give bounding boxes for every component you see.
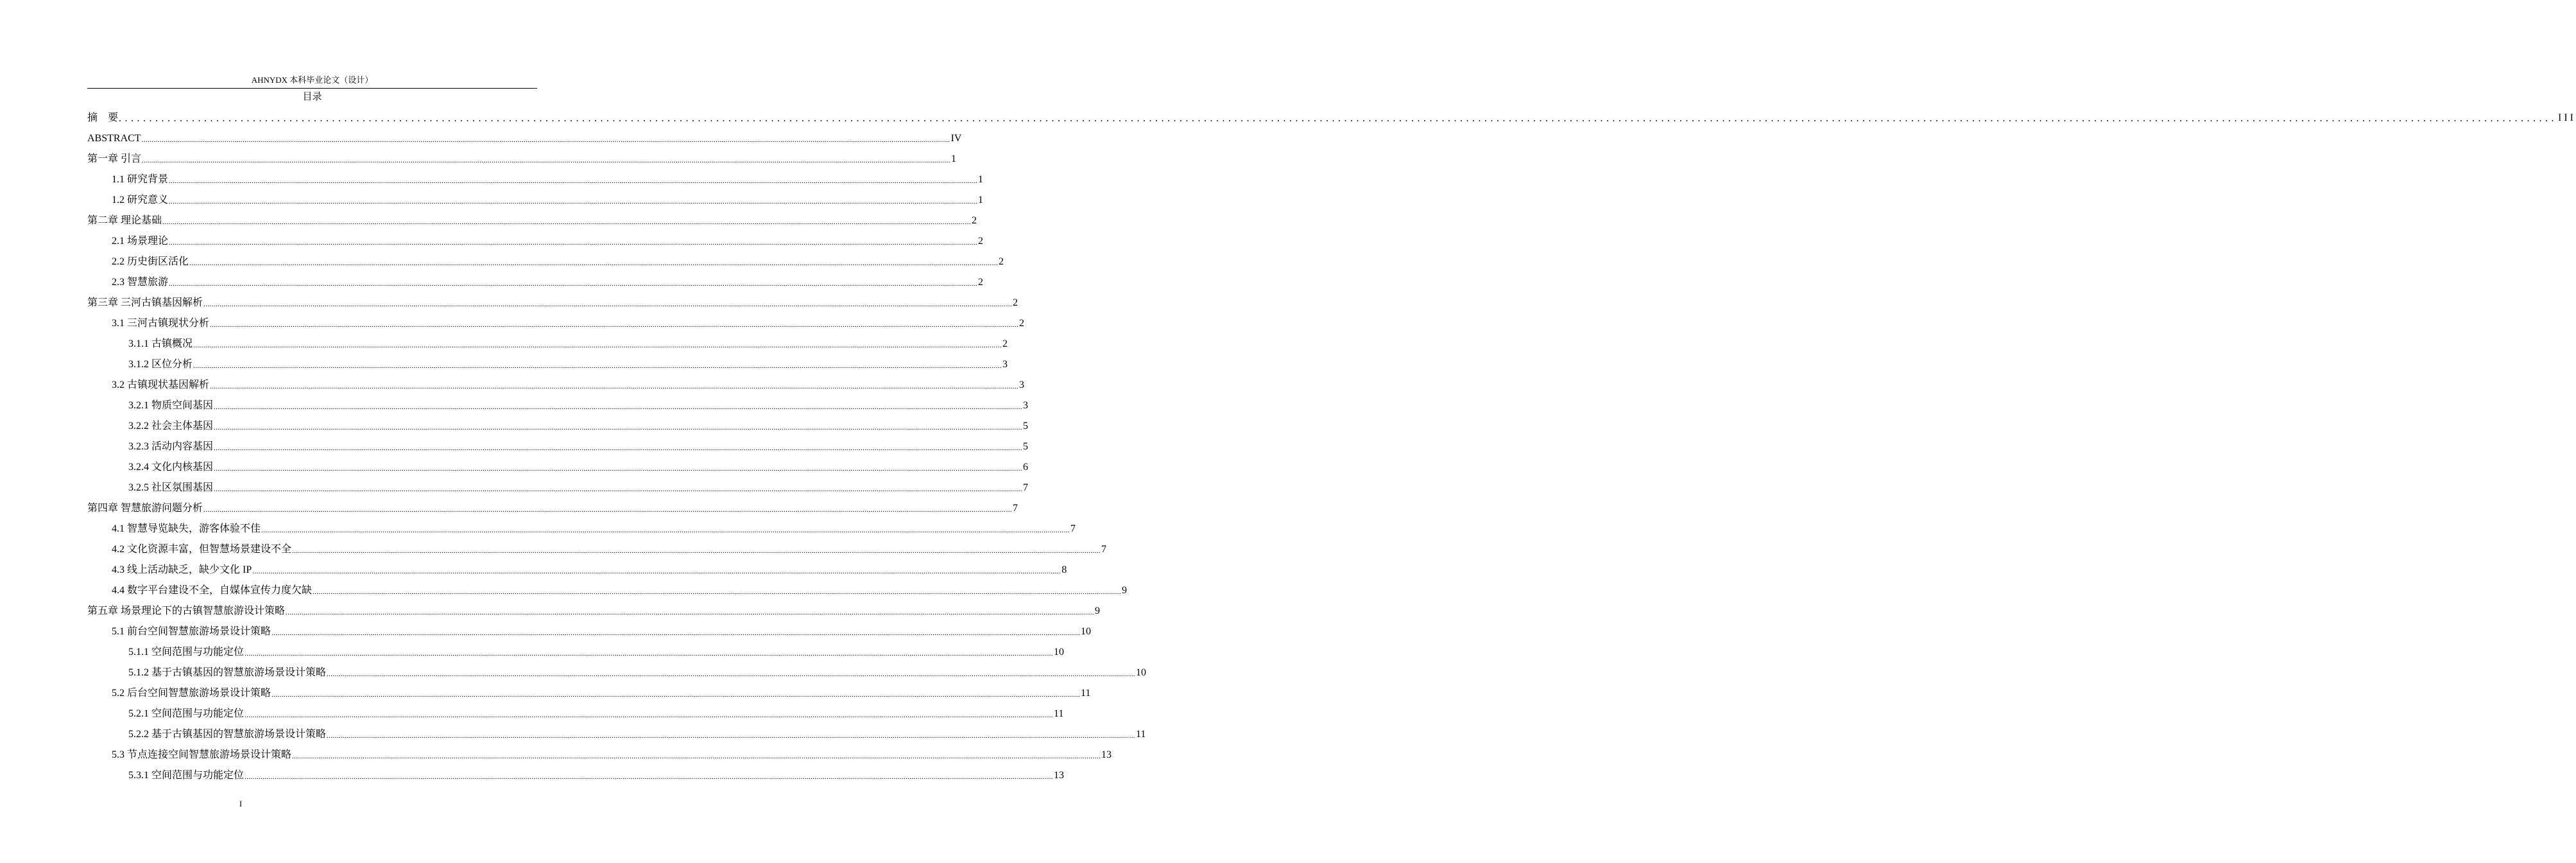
toc-dot-leader: ................................................................................................................................................................................................................................................................................................................................................................................................................ [169,198,978,205]
toc-entry[interactable] [87,290,1018,311]
toc-entry[interactable] [87,475,1029,496]
toc-entry[interactable] [87,372,1025,393]
toc-page-number: 8 [1061,564,1067,575]
toc-page-number: 2 [978,236,984,247]
toc-page-number: 10 [1081,626,1092,637]
toc-entry[interactable] [87,455,1029,475]
toc-entry-title: 3.1.2 区位分析 [128,359,193,370]
toc-entry[interactable] [87,763,1065,783]
toc-entry[interactable] [87,249,1004,270]
toc-entry[interactable] [87,557,1067,578]
toc-page-number: IV [950,133,962,144]
toc-page-number: 1 [978,195,984,205]
toc-page-number: 9 [1095,606,1101,616]
toc-dot-leader: ................................................................................................................................................................................................................................................................................................................................................................................................................ [214,485,1023,493]
toc-dot-leader: ................................................................................................................................................................................................................................................................................................................................................................................................................ [210,321,1019,329]
toc-dot-leader: ................................................................................................................................................................................................................................................................................................................................................................................................................ [203,506,1013,514]
toc-entry[interactable] [87,660,1147,681]
toc-entry-title: 5.1 前台空间智慧旅游场景设计策略 [112,626,271,637]
toc-dot-leader: ................................................................................................................................................................................................................................................................................................................................................................................................................ [327,670,1136,678]
running-header: AHNYDX 本科毕业论文（设计） [251,75,374,85]
toc-entry[interactable] [87,742,1112,763]
toc-page-number: 7 [1013,503,1018,514]
toc-entry[interactable] [87,681,1091,701]
toc-entry-title: 3.2.1 物质空间基因 [128,400,214,411]
toc-entry[interactable] [87,331,1008,352]
toc-dot-leader: ................................................................................................................................................................................................................................................................................................................................................................................................................ [271,629,1081,637]
toc-entry-title: 3.2.3 活动内容基因 [128,441,214,452]
toc-entry-title: 2.1 场景理论 [112,236,169,247]
toc-entry-title: 第一章 引言 [87,153,142,164]
toc-entry-title: 摘 要 [87,112,119,123]
toc-entry-title: 第五章 场景理论下的古镇智慧旅游设计策略 [87,606,286,616]
toc-entry-title: 4.1 智慧导览缺失，游客体验不佳 [112,523,261,534]
toc-dot-leader: ................................................................................................................................................................................................................................................................................................................................................................................................................ [313,588,1122,596]
toc-entry[interactable] [87,311,1025,331]
toc-entry[interactable] [87,208,977,229]
page-number: I [239,799,243,808]
toc-entry[interactable] [87,516,1076,537]
toc-entry-title: 5.2.2 基于古镇基因的智慧旅游场景设计策略 [128,729,327,740]
table-of-contents [87,105,2576,783]
toc-dot-leader: ................................................................................................................................................................................................................................................................................................................................................................................................................ [214,424,1023,432]
toc-page-number: 2 [1013,297,1018,308]
toc-dot-leader: ................................................................................................................................................................................................................................................................................................................................................................................................................ [169,177,978,185]
toc-dot-leader: ................................................................................................................................................................................................................................................................................................................................................................................................................ [271,691,1081,699]
toc-page-number: 2 [1019,318,1025,329]
toc-dot-leader: ................................................................................................................................................................................................................................................................................................................................................................................................................ [292,547,1101,555]
toc-page-number: 5 [1023,441,1029,452]
toc-page-number: 7 [1101,544,1107,555]
toc-dot-leader: ................................................................................................................................................................................................................................................................................................................................................................................................................ [292,753,1101,760]
toc-entry-title: 5.2.1 空间范围与功能定位 [128,708,245,719]
toc-entry[interactable] [87,537,1107,557]
toc-entry[interactable] [87,496,1018,516]
toc-dot-leader: ................................................................................................................................................................................................................................................................................................................................................................................................................ [245,650,1054,658]
toc-page-number: 13 [1101,749,1112,760]
toc-dot-leader: ................................................................................................................................................................................................................................................................................................................................................................................................................ [189,259,999,267]
toc-page-number: 11 [1136,729,1146,740]
toc-entry-title: 2.3 智慧旅游 [112,277,169,288]
toc-dot-leader: ................................................................................................................................................................................................................................................................................................................................................................................................................ [252,568,1061,575]
toc-entry-title: 5.2 后台空间智慧旅游场景设计策略 [112,688,271,699]
toc-entry-title: 4.3 线上活动缺乏，缺少文化 IP [112,564,252,575]
toc-page-number: 11 [1054,708,1064,719]
toc-entry-title: 2.2 历史街区活化 [112,256,189,267]
toc-entry[interactable] [87,414,1029,434]
toc-entry-title: 1.2 研究意义 [112,195,169,205]
toc-dot-leader: ................................................................................................................................................................................................................................................................................................................................................................................................................ [214,465,1023,473]
toc-entry-title: 5.1.1 空间范围与功能定位 [128,647,245,658]
toc-entry[interactable] [87,434,1029,455]
toc-entry-title: ABSTRACT [87,133,141,144]
toc-entry-title: 5.1.2 基于古镇基因的智慧旅游场景设计策略 [128,667,327,678]
toc-entry-title: 3.2.2 社会主体基因 [128,421,214,432]
toc-entry-title: 第四章 智慧旅游问题分析 [87,503,203,514]
toc-entry-title: 第二章 理论基础 [87,215,162,226]
toc-dot-leader: ................................................................................................................................................................................................................................................................................................................................................................................................................ [193,362,1002,370]
toc-page-number: 1 [978,174,984,185]
toc-page-number: 7 [1023,482,1029,493]
toc-page-number: 2 [1002,338,1008,349]
toc-dot-leader: ................................................................................................................................................................................................................................................................................................................................................................................................................ [119,113,2558,124]
toc-page-number: 13 [1054,770,1065,781]
toc-dot-leader: ................................................................................................................................................................................................................................................................................................................................................................................................................ [261,527,1070,534]
toc-title: 目录 [302,92,322,102]
toc-entry[interactable] [87,187,984,208]
toc-dot-leader: ................................................................................................................................................................................................................................................................................................................................................................................................................ [214,444,1023,452]
toc-entry[interactable] [87,578,1128,598]
toc-entry[interactable] [87,229,984,249]
header-rule [87,88,537,89]
toc-entry-title: 3.2.5 社区氛围基因 [128,482,214,493]
toc-entry-title: 3.1 三河古镇现状分析 [112,318,210,329]
toc-dot-leader: ................................................................................................................................................................................................................................................................................................................................................................................................................ [193,342,1002,349]
toc-entry[interactable] [87,126,962,146]
toc-entry[interactable] [87,598,1101,619]
toc-page-number: 3 [1002,359,1008,370]
toc-page-number: 10 [1054,647,1065,658]
toc-entry-title: 1.1 研究背景 [112,174,169,185]
toc-page-number: 3 [1019,379,1025,390]
toc-dot-leader: ................................................................................................................................................................................................................................................................................................................................................................................................................ [203,301,1013,308]
toc-entry[interactable] [87,352,1008,372]
toc-entry[interactable] [87,722,1146,742]
toc-entry-title: 3.2 古镇现状基因解析 [112,379,210,390]
toc-entry[interactable] [87,146,957,167]
toc-dot-leader: ................................................................................................................................................................................................................................................................................................................................................................................................................ [286,609,1095,616]
toc-entry-title: 第三章 三河古镇基因解析 [87,297,203,308]
toc-page-number: 1 [951,153,957,164]
toc-entry[interactable] [87,640,1065,660]
toc-entry[interactable] [87,619,1092,640]
toc-entry-title: 3.1.1 古镇概况 [128,338,193,349]
toc-page-number: 9 [1122,585,1128,596]
toc-dot-leader: ................................................................................................................................................................................................................................................................................................................................................................................................................ [141,136,950,144]
toc-page-number: 10 [1136,667,1147,678]
toc-entry[interactable] [87,167,984,187]
toc-entry[interactable] [87,270,984,290]
toc-page-number: III [2558,112,2576,123]
toc-dot-leader: ................................................................................................................................................................................................................................................................................................................................................................................................................ [210,383,1019,390]
toc-dot-leader: ................................................................................................................................................................................................................................................................................................................................................................................................................ [327,732,1136,740]
toc-dot-leader: ................................................................................................................................................................................................................................................................................................................................................................................................................ [169,239,978,247]
toc-page-number: 2 [978,277,984,288]
toc-page-number: 7 [1070,523,1076,534]
toc-dot-leader: ................................................................................................................................................................................................................................................................................................................................................................................................................ [142,157,951,164]
toc-entry[interactable] [87,393,1029,414]
toc-page-number: 2 [972,215,977,226]
toc-entry-title: 4.4 数字平台建设不全，自媒体宣传力度欠缺 [112,585,313,596]
toc-dot-leader: ................................................................................................................................................................................................................................................................................................................................................................................................................ [245,711,1054,719]
toc-page-number: 5 [1023,421,1029,432]
toc-page-number: 2 [999,256,1004,267]
toc-entry-title: 5.3.1 空间范围与功能定位 [128,770,245,781]
toc-entry[interactable] [87,701,1064,722]
toc-dot-leader: ................................................................................................................................................................................................................................................................................................................................................................................................................ [214,403,1023,411]
toc-entry-title: 3.2.4 文化内核基因 [128,462,214,473]
toc-entry-title: 5.3 节点连接空间智慧旅游场景设计策略 [112,749,292,760]
toc-entry[interactable] [87,105,2576,126]
toc-page-number: 6 [1023,462,1029,473]
toc-dot-leader: ................................................................................................................................................................................................................................................................................................................................................................................................................ [162,218,972,226]
toc-dot-leader: ................................................................................................................................................................................................................................................................................................................................................................................................................ [245,773,1054,781]
toc-page-number: 3 [1023,400,1029,411]
toc-page-number: 11 [1081,688,1091,699]
toc-dot-leader: ................................................................................................................................................................................................................................................................................................................................................................................................................ [169,280,978,288]
toc-entry-title: 4.2 文化资源丰富，但智慧场景建设不全 [112,544,292,555]
